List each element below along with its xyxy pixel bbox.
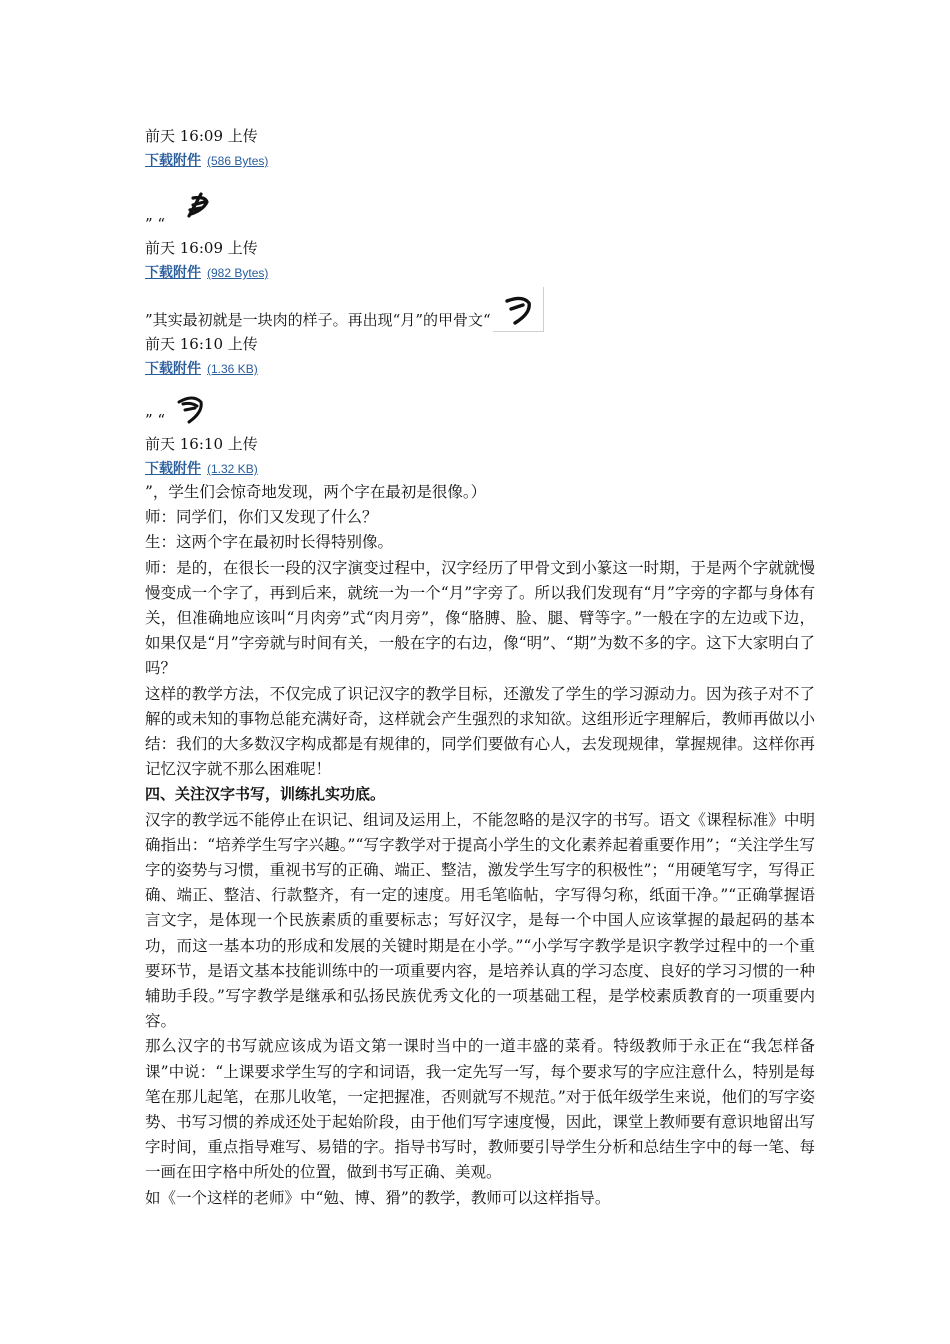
attachment-download-3 <box>145 356 258 380</box>
document-page <box>145 124 815 1211</box>
download-link-2[interactable]: 下载附件 <box>145 265 201 281</box>
attachment-size-4[interactable]: (1.32 KB) <box>207 462 258 476</box>
meat-line-text: ”其实最初就是一块肉的样子。再出现“月”的甲骨文“ <box>145 311 491 329</box>
paragraph-3: 生：这两个字在最初时长得特别像。 <box>145 533 394 552</box>
oracle-bone-meat-glyph-icon <box>179 188 213 222</box>
download-link-3[interactable]: 下载附件 <box>145 361 201 377</box>
paragraph-6: 汉字的教学远不能停止在识记、组词及运用上，不能忽略的是汉字的书写。语文《课程标准》中明确指出：“培养学生写字兴趣。”“写字教学对于提高小学生的文化素养起着重要作用”；“关注学生写字的姿势与习惯，重视书写的正确、端正、整洁，激发学生写字的积极性”；“用硬笔写字，写得正确、端正、整洁、行款整齐，有一定的速度。用毛笔临帖，字写得匀称，纸面干净。”“正确掌握语言文字，是体现一个民族素质的重要标志；写好汉字，是每一个中国人应该掌握的最起码的基本功，而这一基本功的形成和发展的关键时期是在小学。”“小学写字教学是识字教学过程中的一个重要环节，是语文基本技能训练中的一项重要内容，是培养认真的学习态度、良好的学习习惯的一种辅助手段。”写字教学是继承和弘扬民族优秀文化的一项基础工程，是学校素质教育的一项重要内容。 <box>145 810 815 1031</box>
glyph-row-2 <box>145 284 815 332</box>
attachment-size-2[interactable]: (982 Bytes) <box>207 266 269 280</box>
attachment-download-4 <box>145 456 258 480</box>
attachment-download-2 <box>145 260 268 284</box>
attachment-meta-2: 前天 16:09 上传 <box>145 239 258 257</box>
glyph-row-1 <box>145 172 815 236</box>
paragraph-4: 师：是的，在很长一段的汉字演变过程中，汉字经历了甲骨文到小篆这一时期，于是两个字就就慢慢变成一个字了，再到后来，就统一为一个“月”字旁了。所以我们发现有“月”字旁的字都与身体有关，但准确地应该叫“月肉旁”式“肉月旁”，像“胳膊、脸、腿、臂等字。”一般在字的左边或下边，如果仅是“月”字旁就与时间有关，一般在字的右边，像“明”、“期”为数不多的字。这下大家明白了吗？ <box>145 558 815 678</box>
article-body <box>145 480 815 1211</box>
paragraph-1: ”，学生们会惊奇地发现，两个字在最初是很像。） <box>145 483 487 501</box>
paragraph-7: 那么汉字的书写就应该成为语文第一课时当中的一道丰盛的菜肴。特级教师于永正在“我怎样备课”中说：“上课要求学生写的字和词语，我一定先写一写，每个要求写的字应注意什么，特别是每笔在那儿起笔，在那儿收笔，一定把握准，否则就写不规范。”对于低年级学生来说，他们的写字姿势、书写习惯的养成还处于起始阶段，由于他们写字速度慢，因此，课堂上教师要有意识地留出写字时间，重点指导难写、易错的字。指导书写时，教师要引导学生分析和总结生字中的每一笔、每一画在田字格中所处的位置，做到书写正确、美观。 <box>145 1037 815 1182</box>
attachment-meta-4: 前天 16:10 上传 <box>145 435 258 453</box>
section-heading-4: 四、关注汉字书写，训练扎实功底。 <box>145 785 386 804</box>
attachment-size-1[interactable]: (586 Bytes) <box>207 154 269 168</box>
oracle-bone-moon-glyph-icon <box>493 287 544 332</box>
glyph-row-3 <box>145 380 815 432</box>
quote-marks-1: ” “ <box>145 215 166 233</box>
attachment-meta-3: 前天 16:10 上传 <box>145 335 258 353</box>
attachment-meta-1: 前天 16:09 上传 <box>145 127 258 145</box>
oracle-bone-moon-glyph-2-icon <box>173 392 209 426</box>
attachment-size-3[interactable]: (1.36 KB) <box>207 362 258 376</box>
attachment-download-1 <box>145 148 268 172</box>
paragraph-5: 这样的教学方法，不仅完成了识记汉字的教学目标，还激发了学生的学习源动力。因为孩子对不了解的或未知的事物总能充满好奇，这样就会产生强烈的求知欲。这组形近字理解后，教师再做以小结：我们的大多数汉字构成都是有规律的，同学们要做有心人，去发现规律，掌握规律。这样你再记忆汉字就不那么困难呢！ <box>145 684 815 779</box>
download-link-4[interactable]: 下载附件 <box>145 461 201 477</box>
paragraph-2: 师：同学们，你们又发现了什么？ <box>145 508 378 527</box>
quote-marks-2: ” “ <box>145 411 166 429</box>
paragraph-8: 如《一个这样的老师》中“勉、博、猾”的教学，教师可以这样指导。 <box>145 1188 611 1207</box>
download-link-1[interactable]: 下载附件 <box>145 153 201 169</box>
